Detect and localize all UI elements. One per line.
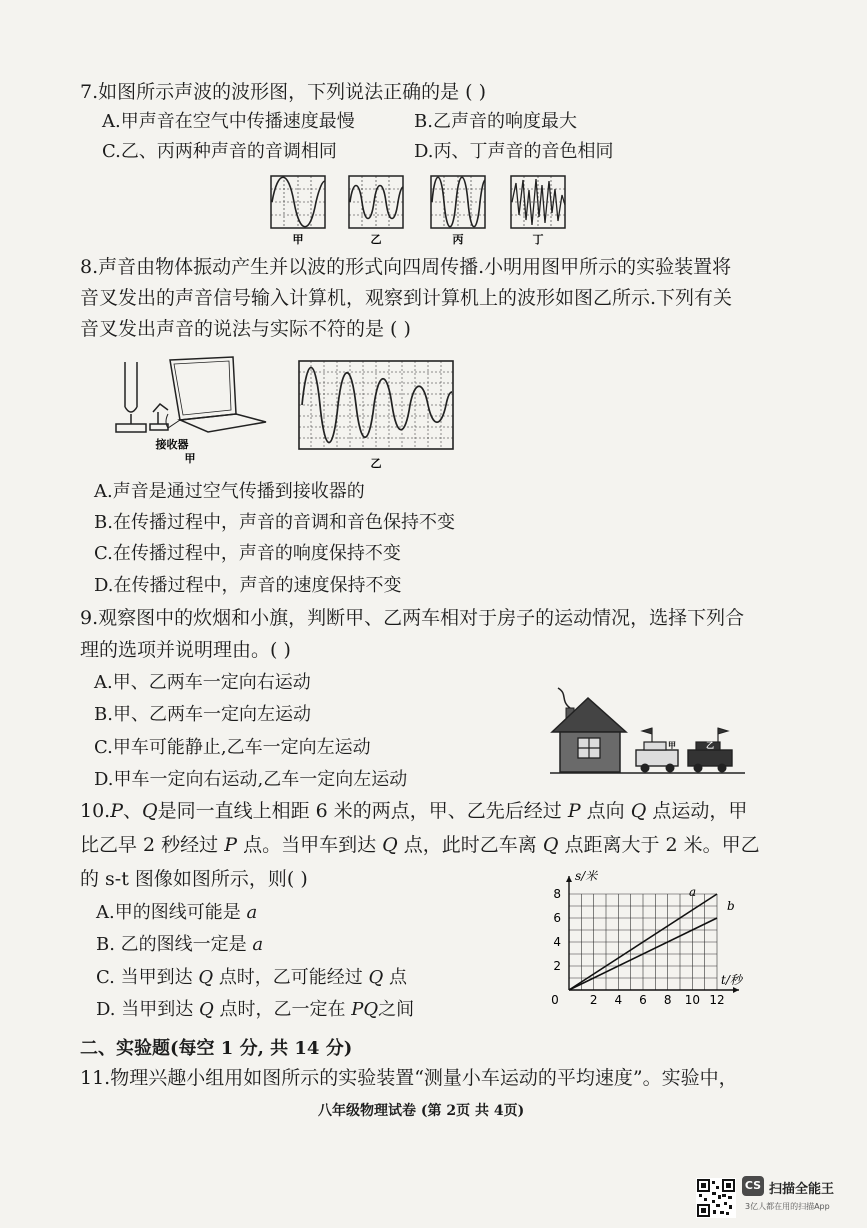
x-tick-label: 4	[614, 993, 623, 1007]
car-yi-label: 乙	[706, 740, 714, 750]
y-tick-label: 8	[553, 887, 561, 901]
q7-waveform-figures	[270, 175, 867, 245]
var-q: Q	[142, 800, 158, 822]
s-t-chart	[545, 869, 765, 1012]
series-label-a: a	[689, 885, 697, 899]
q11-line1: 11.物理兴趣小组用如图所示的实验装置“测量小车运动的平均速度”。实验中，	[80, 1067, 738, 1089]
page-footer: 八年级物理试卷 (第 2页 共 4页)	[318, 1103, 525, 1119]
q10-option-b	[96, 933, 263, 957]
chart-labels	[551, 869, 744, 1007]
scanner-brand-sub: 3亿人都在用的扫描App	[745, 1202, 830, 1211]
label-ding: 丁	[532, 233, 544, 246]
q8-option-a: A.声音是通过空气传播到接收器的	[94, 481, 365, 502]
q10-c-a: C. 当甲到达	[96, 967, 193, 988]
q10-l2-b: 点。当甲车到达	[243, 834, 377, 856]
q7-stem: 7.如图所示声波的波形图，下列说法正确的是 ( )	[80, 81, 487, 103]
q8-option-b: B.在传播过程中，声音的音调和音色保持不变	[94, 512, 455, 533]
qr-code-icon	[696, 1178, 736, 1218]
q10-l1-b: 、	[123, 800, 143, 822]
fig-yi-label: 乙	[370, 457, 382, 470]
house-and-cars-figure	[550, 690, 750, 780]
y-axis-arrow	[566, 876, 572, 882]
var-q: Q	[382, 834, 398, 856]
y-tick-label: 6	[553, 911, 561, 925]
q9-line2: 理的选项并说明理由。( )	[80, 639, 291, 661]
x-axis-arrow	[733, 987, 739, 993]
q8-option-c: C.在传播过程中，声音的响度保持不变	[94, 543, 401, 564]
q8-line2: 音叉发出的声音信号输入计算机，观察到计算机上的波形如图乙所示.下列有关	[80, 287, 733, 309]
x-tick-label: 10	[684, 993, 700, 1007]
q10-d-a: D. 当甲到达	[96, 999, 194, 1020]
x-axis-label: t/秒	[721, 973, 742, 987]
tuning-fork-apparatus-figure	[108, 352, 288, 465]
waveform-bing	[431, 176, 485, 228]
q7-option-b: B.乙声音的响度最大	[414, 111, 577, 132]
y-tick-label: 2	[553, 959, 561, 973]
q10-l2-a: 比乙早 2 秒经过	[80, 834, 219, 856]
camscanner-logo: CS	[742, 1176, 764, 1196]
q10-l1-d: 点向	[586, 800, 625, 822]
fig-jia-label: 甲	[184, 452, 196, 465]
waveform-yi	[349, 176, 403, 228]
q9-option-a: A.甲、乙两车一定向右运动	[94, 672, 311, 693]
waveform-ding	[511, 176, 565, 228]
waveform-jia	[271, 176, 325, 228]
q10-option-a	[96, 901, 257, 925]
q9-option-c: C.甲车可能静止,乙车一定向左运动	[94, 737, 371, 758]
oscilloscope-waveform-figure	[298, 360, 458, 475]
q10-l2-d: 点距离大于 2 米。甲乙	[564, 834, 760, 856]
q10-d-b: 点时，乙一定在	[219, 999, 346, 1020]
q10-line1	[80, 799, 747, 823]
q10-l1-e: 点运动，甲	[652, 800, 748, 822]
q10-l1-a: 10.	[80, 800, 111, 822]
q7-option-a: A.甲声音在空气中传播速度最慢	[102, 111, 355, 132]
var-a: a	[252, 934, 264, 955]
x-tick-label: 2	[589, 993, 598, 1007]
q7-option-c: C.乙、丙两种声音的音调相同	[102, 141, 337, 162]
q10-c-b: 点时，乙可能经过	[218, 967, 363, 988]
var-p: P	[110, 800, 124, 822]
car-jia-label: 甲	[668, 740, 676, 750]
label-bing: 丙	[452, 233, 464, 246]
scanner-brand-name: 扫描全能王	[769, 1182, 835, 1197]
y-tick-label: 4	[553, 935, 561, 949]
var-q: Q	[198, 999, 214, 1020]
var-q: Q	[542, 834, 559, 856]
var-q: Q	[198, 967, 214, 988]
label-jia: 甲	[292, 233, 304, 246]
x-tick-label: 0	[551, 993, 559, 1007]
var-a: a	[246, 902, 258, 923]
q8-line1: 8.声音由物体振动产生并以波的形式向四周传播.小明用图甲所示的实验装置将	[80, 256, 732, 278]
x-tick-label: 8	[663, 993, 672, 1007]
x-tick-label: 6	[639, 993, 647, 1007]
var-pq: PQ	[351, 999, 379, 1020]
section-2-heading: 二、实验题(每空 1 分, 共 14 分)	[80, 1038, 353, 1059]
var-p: P	[567, 800, 581, 822]
x-tick-label: 12	[709, 993, 725, 1007]
label-yi: 乙	[370, 233, 382, 246]
q9-option-b: B.甲、乙两车一定向左运动	[94, 704, 311, 725]
q10-d-c: 之间	[378, 999, 415, 1020]
var-q: Q	[630, 800, 647, 822]
y-axis-label: s/米	[575, 869, 598, 883]
q10-b-text: B. 乙的图线一定是	[96, 934, 247, 955]
q7-option-d: D.丙、丁声音的音色相同	[414, 141, 614, 162]
q9-option-d: D.甲车一定向右运动,乙车一定向左运动	[94, 769, 408, 790]
q10-option-c	[96, 966, 407, 990]
q8-option-d: D.在传播过程中，声音的速度保持不变	[94, 575, 402, 596]
var-q: Q	[368, 967, 384, 988]
q10-line3: 的 s-t 图像如图所示，则( )	[80, 868, 308, 890]
q9-line1: 9.观察图中的炊烟和小旗，判断甲、乙两车相对于房子的运动情况，选择下列合	[80, 607, 745, 629]
series-label-b: b	[727, 899, 735, 913]
var-p: P	[224, 834, 238, 856]
q8-line3: 音叉发出声音的说法与实际不符的是 ( )	[80, 318, 411, 340]
q10-a-text: A.甲的图线可能是	[96, 902, 241, 923]
q10-l1-c: 是同一直线上相距 6 米的两点，甲、乙先后经过	[157, 800, 562, 822]
q10-line2	[80, 833, 760, 857]
q10-l2-c: 点，此时乙车离	[403, 834, 537, 856]
q10-c-c: 点	[389, 967, 408, 988]
q10-option-d	[96, 998, 414, 1022]
receiver-label: 接收器	[155, 438, 189, 451]
